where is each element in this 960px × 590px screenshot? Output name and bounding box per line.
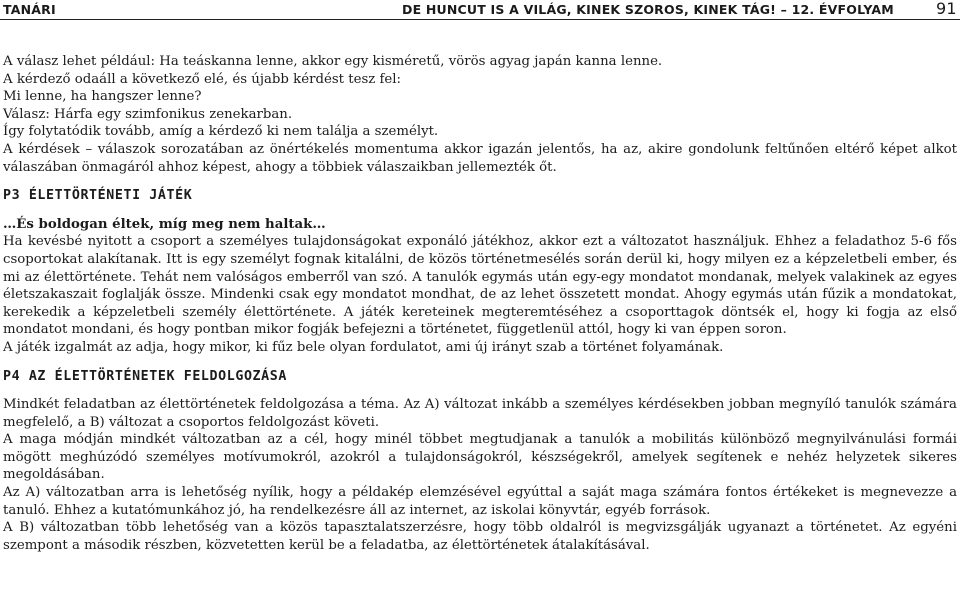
page-header <box>0 0 960 22</box>
paragraph: Mindkét feladatban az élettörténetek feldolgozása a téma. Az A) változat inkább a személyes kérdésekben jobban megnyíló tanulók számára megfelelő, a B) változat a csoportos feldolgozást követi. <box>3 397 957 430</box>
header-section-label: TANÁRI <box>3 2 56 17</box>
paragraph: A B) változatban több lehetőség van a közös tapasztalatszerzésre, hogy több oldalról is megvizsgálják ugyanazt a történetet. Az egyéni szempont a második részben, közvetetten kerül be a feladatba, az élettörténetek átalakításával. <box>3 520 957 553</box>
paragraph: A maga módján mindkét változatban az a cél, hogy minél többet megtudjanak a tanulók a mobilitás különböző megnyilvánulási formái mögött meghúzódó személyes motívumokról, azokról a tulajdonságokról, készségekről, amelyek segítenek e nehéz helyzetek sikeres megoldásában. <box>3 432 957 483</box>
intro-line: A kérdező odaáll a következő elé, és újabb kérdést tesz fel: <box>3 71 402 87</box>
intro-paragraph: A kérdések – válaszok sorozatában az önértékelés momentuma akkor igazán jelentős, ha az, akire gondolunk feltűnően eltérő képet alkot válaszában önmagáról ahhoz képest, ahogy a többiek válaszaikban jellemezték őt. <box>3 141 957 175</box>
intro-line: Válasz: Hárfa egy szimfonikus zenekarban. <box>3 106 293 122</box>
intro-line: Mi lenne, ha hangszer lenne? <box>3 89 202 105</box>
section-heading-p3: P3 ÉLETTÖRTÉNETI JÁTÉK <box>3 188 193 204</box>
page-number: 91 <box>936 0 957 18</box>
paragraph: Az A) változatban arra is lehetőség nyílik, hogy a példakép elemzésével egyúttal a saját maga számára fontos értékeket is megnevezze a tanuló. Ehhez a kutatómunkához jó, ha rendelkezésre áll az internet, az iskolai könyvtár, egyéb források. <box>3 485 957 518</box>
page-body <box>3 53 957 554</box>
section-heading-p4: P4 AZ ÉLETTÖRTÉNETEK FELDOLGOZÁSA <box>3 368 287 384</box>
intro-line: Így folytatódik tovább, amíg a kérdező ki nem találja a személyt. <box>3 124 439 140</box>
intro-line: A válasz lehet például: Ha teáskanna lenne, akkor egy kisméretű, vörös agyag japán kanna lenne. <box>3 54 663 69</box>
header-title: DE HUNCUT IS A VILÁG, KINEK SZOROS, KINEK TÁG! – 12. ÉVFOLYAM <box>402 2 894 17</box>
paragraph: Ha kevésbé nyitott a csoport a személyes tulajdonságokat exponáló játékhoz, akkor ezt a változatot használjuk. Ehhez a feladathoz 5-6 fős csoportokat alakítanak. Itt is egy személyt fognak kitalálni, de közös történetmesélés során derül ki, hogy milyen ez a képzeletbeli ember, és mi az élettörténete. Tehát nem valóságos emberről van szó. A tanulók egymás után egy-egy mondatot mondanak, melyek valakinek az egyes életszakaszait foglalják össze. Mindenki csak egy mondatot mondhat, de az lehet összetett mondat. Ahogy egymás után fűzik a mondatokat, kerekedik a képzeletbeli személy élettörténete. A játék kereteinek megteremtéséhez a csoporttagok döntsék el, hogy ki fogja az első mondatot mondani, és hogy pontban mikor fogják befejezni a történetet, függetlenül attól, hogy ki van éppen soron. <box>3 234 957 338</box>
section-subtitle: …És boldogan éltek, míg meg nem haltak… <box>3 216 326 232</box>
paragraph: A játék izgalmát az adja, hogy mikor, ki fűz bele olyan fordulatot, ami új irányt szab a történet folyamának. <box>3 339 724 355</box>
header-rule <box>0 19 960 20</box>
